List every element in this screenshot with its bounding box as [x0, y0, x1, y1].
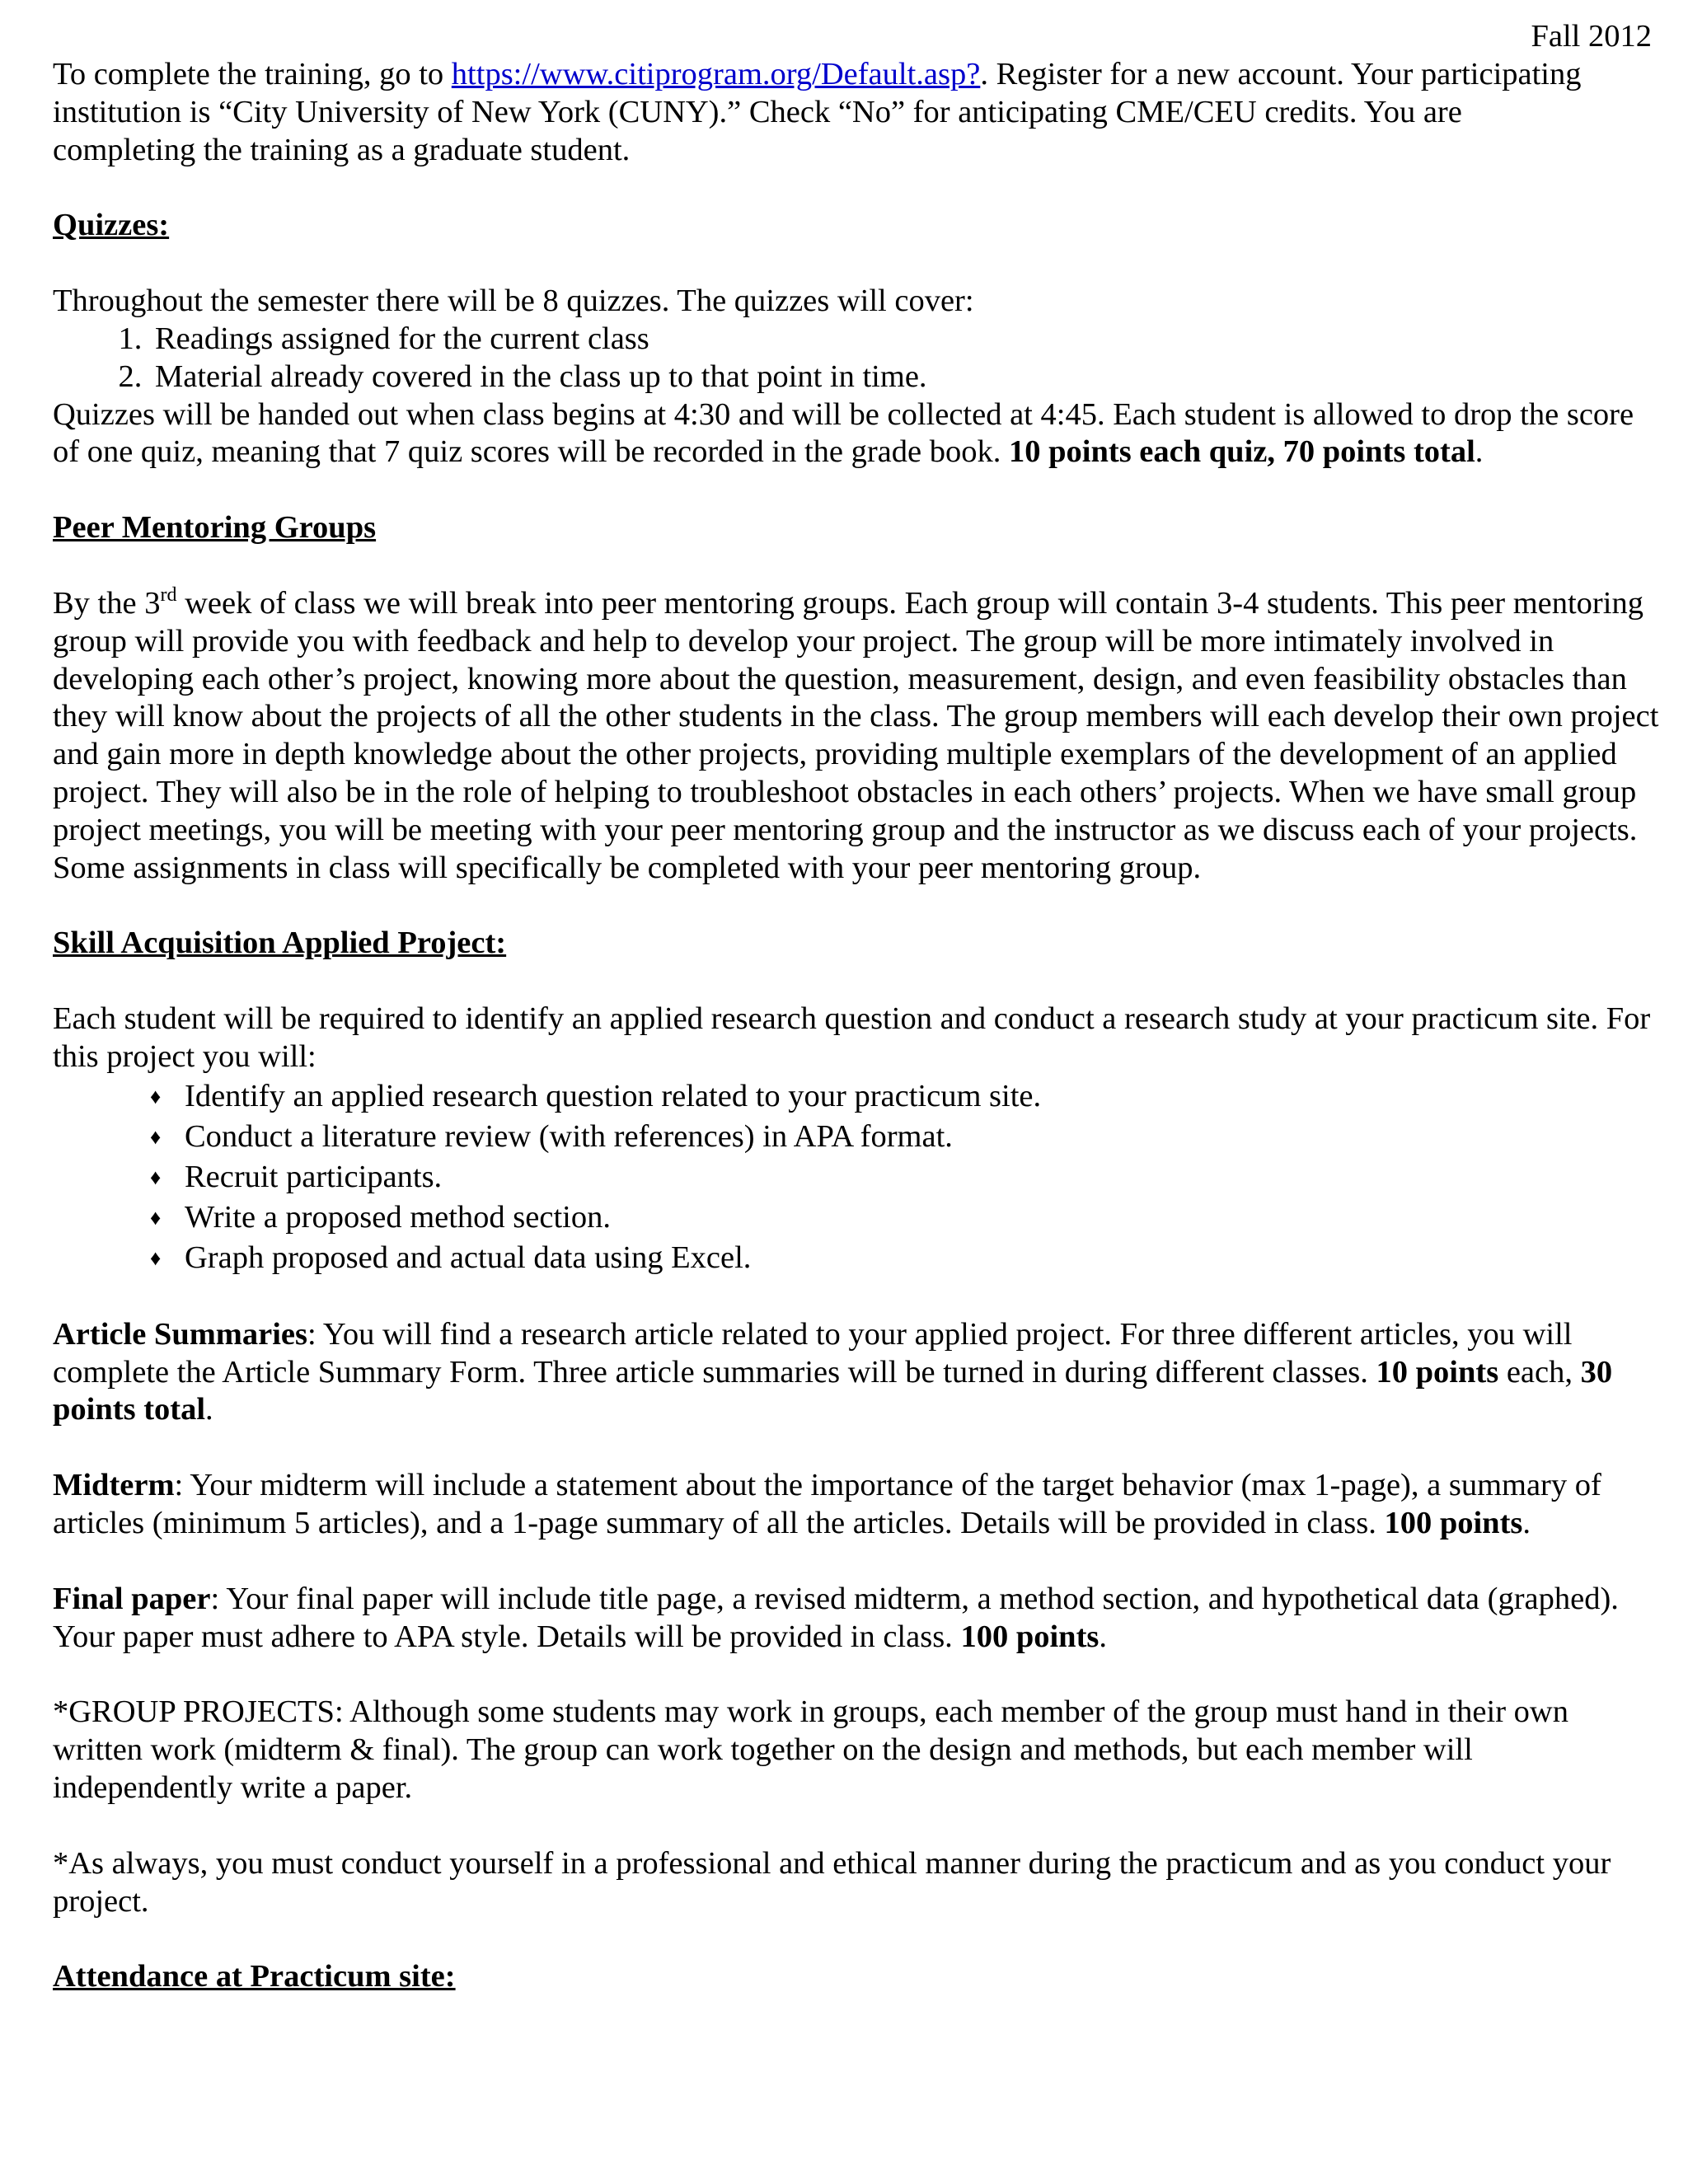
diamond-bullet-icon: ♦	[150, 1165, 162, 1189]
list-item: ♦ Recruit participants.	[150, 1157, 1660, 1197]
final-paper-paragraph: Final paper: Your final paper will include title page, a revised midterm, a method section, and hypothetical data (graphed). Your paper must adhere to APA style. Details will be provided in class. 100 points.	[53, 1581, 1619, 1654]
quizzes-intro: Throughout the semester there will be 8 quizzes. The quizzes will cover:	[53, 284, 974, 319]
header-term: Fall 2012	[1531, 19, 1652, 54]
quizzes-body: Quizzes will be handed out when class begins at 4:30 and will be collected at 4:45. Each student is allowed to drop the score of one quiz, meaning that 7 quiz scores will be recorded in the grade book. 10 points each quiz, 70 points total.	[53, 396, 1634, 470]
list-item: ♦ Write a proposed method section.	[150, 1197, 1660, 1238]
article-summaries-paragraph: Article Summaries: You will find a research article related to your applied project. For three different articles, you will complete the Article Summary Form. Three article summaries will be turned in during different classes. 10 points each, 30 points total.	[53, 1316, 1613, 1427]
diamond-bullet-icon: ♦	[150, 1124, 162, 1149]
citi-program-link[interactable]: https://www.citiprogram.org/Default.asp?	[451, 57, 981, 91]
list-item: 2. Material already covered in the class up to that point in time.	[150, 359, 1660, 396]
list-item: ♦ Identify an applied research question related to your practicum site.	[150, 1076, 1660, 1117]
quizzes-heading: Quizzes:	[53, 208, 170, 243]
document-body	[53, 16, 1660, 1996]
attendance-heading: Attendance at Practicum site:	[53, 1959, 456, 1994]
list-item: ♦ Graph proposed and actual data using Excel.	[150, 1238, 1660, 1278]
group-projects-note: *GROUP PROJECTS: Although some students may work in groups, each member of the group must hand in their own written work (midterm & final). The group can work together on the design and methods, but each member will independently write a paper.	[53, 1694, 1568, 1805]
conduct-note: *As always, you must conduct yourself in a professional and ethical manner during the practicum and as you conduct your project.	[53, 1845, 1611, 1919]
midterm-paragraph: Midterm: Your midterm will include a statement about the importance of the target behavior (max 1-page), a summary of articles (minimum 5 articles), and a 1-page summary of all the articles. Details will be provided in class. 100 points.	[53, 1468, 1601, 1540]
diamond-bullet-icon: ♦	[150, 1245, 162, 1270]
intro-paragraph: To complete the training, go to https://www.citiprogram.org/Default.asp?. Register for a new account. Your participating institution is “City University of New York (CUNY).” Check “No” for anticipating CME/CEU credits. You are completing the training as a graduate student.	[53, 57, 1582, 167]
list-item: 1. Readings assigned for the current class	[150, 321, 1660, 359]
skill-list	[53, 1076, 1660, 1278]
peer-paragraph: By the 3rd week of class we will break into peer mentoring groups. Each group will contain 3-4 students. This peer mentoring group will provide you with feedback and help to develop your project. The group will be more intimately involved in developing each other’s project, knowing more about the question, measurement, design, and even feasibility obstacles than they will know about the projects of all the other students in the class. The group members will each develop their own project and gain more in depth knowledge about the other projects, providing multiple exemplars of the development of an applied project. They will also be in the role of helping to troubleshoot obstacles in each others’ projects. When we have small group project meetings, you will be meeting with your peer mentoring group and the instructor as we discuss each of your projects. Some assignments in class will specifically be completed with your peer mentoring group.	[53, 583, 1659, 885]
peer-heading: Peer Mentoring Groups	[53, 510, 377, 546]
diamond-bullet-icon: ♦	[150, 1205, 162, 1230]
skill-heading: Skill Acquisition Applied Project:	[53, 926, 507, 961]
quizzes-points: 10 points each quiz, 70 points total	[1008, 434, 1475, 470]
quizzes-list	[53, 321, 1660, 396]
diamond-bullet-icon: ♦	[150, 1084, 162, 1108]
skill-intro: Each student will be required to identify an applied research question and conduct a research study at your practicum site. For this project you will:	[53, 1001, 1651, 1074]
list-item: ♦ Conduct a literature review (with references) in APA format.	[150, 1117, 1660, 1157]
